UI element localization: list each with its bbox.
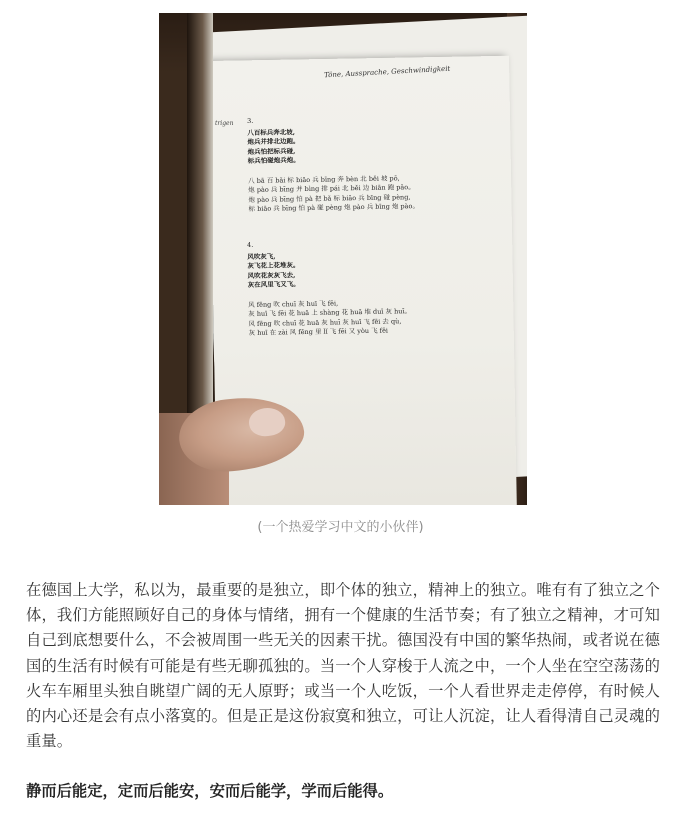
photo-handwriting: Töne, Aussprache, Geschwindigkeit bbox=[323, 64, 451, 80]
pinyin-line: 灰 huī 在 zài 风 fēng 里 lǐ 飞 fēi 又 yòu 飞 fēi bbox=[248, 326, 389, 337]
pinyin-line: 风 fēng 吹 chuī 花 huā 灰 huī 灰 huī 飞 fēi 去 qù, bbox=[248, 316, 402, 328]
pinyin-line: 炮 pào 兵 bīng 并 bìng 排 pái 北 běi 边 biān 跑 pǎo。 bbox=[248, 183, 415, 194]
pinyin-line: 灰 huī 飞 fēi 花 huā 上 shàng 花 huā 堆 duī 灰 huī。 bbox=[248, 307, 412, 318]
photo-caption: (一个热爱学习中文的小伙伴) bbox=[257, 520, 424, 535]
poem-line: 标兵怕碰炮兵炮。 bbox=[247, 156, 300, 165]
pinyin-line: 标 biāo 兵 bīng 怕 pà 碰 pèng 炮 pào 兵 bīng 炮 pào。 bbox=[248, 202, 420, 213]
poem-line: 八百标兵奔北坡, bbox=[247, 127, 296, 137]
photo-margin-note: trigen bbox=[215, 120, 234, 127]
poem-line: 风吹灰飞, bbox=[247, 252, 276, 261]
article-paragraph: 在德国上大学，私以为，最重要的是独立，即个体的独立，精神上的独立。唯有有了独立之个体，我们方能照顾好自己的身体与情绪，拥有一个健康的生活节奏；有了独立之精神，才可知自己到底想要什么，不会被周围一些无关的因素干扰。德国没有中国的繁华热闹，或者说在德国的生活有时候有可能是有些无聊孤独的。当一个人穿梭于人流之中，一个人坐在空空荡荡的火车车厢里头独自眺望广阔的无人原野；或当一个人吃饭，一个人看世界走走停停，有时候人的内心还是会有点小落寞的。但是正是这份寂寞和独立，可让人沉淀，让人看得清自己灵魂的重量。 bbox=[26, 581, 660, 751]
article-photo bbox=[159, 13, 527, 505]
poem-line: 炮兵怕把标兵碰, bbox=[247, 146, 296, 156]
poem-line: 炮兵并排北边跑。 bbox=[247, 137, 300, 146]
poem-line: 灰在风里飞又飞。 bbox=[247, 280, 300, 289]
pinyin-line: 炮 pào 兵 bīng 怕 pà 把 bǎ 标 biāo 兵 bīng 碰 pèng, bbox=[248, 192, 411, 204]
photo-poem-4 bbox=[247, 238, 411, 338]
poem-line: 风吹花灰灰飞去, bbox=[247, 270, 296, 280]
poem-number: 3. bbox=[247, 116, 254, 125]
pinyin-line: 风 fēng 吹 chuī 灰 huī 飞 fēi, bbox=[248, 298, 339, 309]
photo-poem-3 bbox=[247, 114, 419, 214]
poem-line: 灰飞花上花堆灰。 bbox=[247, 261, 300, 270]
article-motto: 静而后能定，定而后能安，安而后能学，学而后能得。 bbox=[26, 782, 394, 800]
poem-number: 4. bbox=[247, 240, 254, 249]
pinyin-line: 八 bā 百 bǎi 标 biāo 兵 bīng 奔 bèn 北 běi 坡 pō, bbox=[248, 173, 400, 185]
